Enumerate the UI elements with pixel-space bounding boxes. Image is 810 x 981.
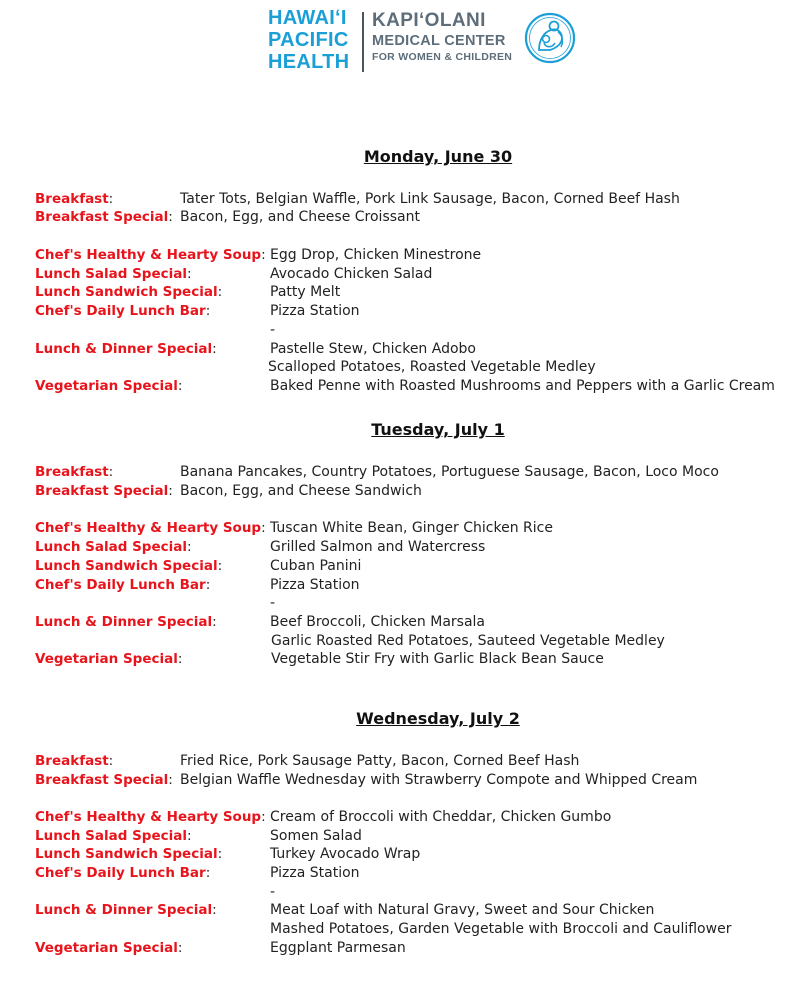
menu-label: Lunch & Dinner Special:	[35, 341, 217, 357]
menu-label: Lunch & Dinner Special:	[35, 614, 217, 630]
menu-row-sandwich	[0, 557, 810, 576]
menu-value: Cuban Panini	[270, 558, 362, 574]
page-header	[0, 0, 810, 80]
label-text: Vegetarian Special	[35, 651, 178, 667]
menu-label: Breakfast Special:	[35, 772, 173, 788]
menu-value: Somen Salad	[270, 828, 362, 844]
menu-label: Lunch Sandwich Special:	[35, 846, 223, 862]
label-text: Chef's Healthy & Hearty Soup	[35, 247, 262, 263]
label-text: Chef's Daily Lunch Bar	[35, 865, 206, 881]
menu-row-soup	[0, 519, 810, 538]
menu-label: Breakfast:	[35, 753, 114, 769]
menu-row-lunch-bar	[0, 576, 810, 595]
menu-value: Fried Rice, Pork Sausage Patty, Bacon, Corned Beef Hash	[180, 753, 580, 769]
menu-value: Avocado Chicken Salad	[270, 266, 433, 282]
menu-row-lunch-bar	[0, 302, 810, 321]
menu-label: Vegetarian Special:	[35, 940, 183, 956]
hph-logo-line: PACIFIC	[268, 29, 349, 51]
menu-row-lunch-dinner-line2	[0, 358, 810, 377]
menu-row-breakfast	[0, 463, 810, 482]
menu-label: Lunch Salad Special:	[35, 539, 192, 555]
menu-row-salad	[0, 265, 810, 284]
label-text: Vegetarian Special	[35, 940, 178, 956]
menu-value: Pizza Station	[270, 577, 360, 593]
menu-value: Bacon, Egg, and Cheese Sandwich	[180, 483, 422, 499]
label-text: Breakfast	[35, 191, 109, 207]
menu-value: Cream of Broccoli with Cheddar, Chicken Gumbo	[270, 809, 612, 825]
menu-label: Breakfast:	[35, 464, 114, 480]
menu-value: Garlic Roasted Red Potatoes, Sauteed Vegetable Medley	[271, 633, 665, 649]
label-text: Lunch Sandwich Special	[35, 284, 218, 300]
hawaii-pacific-health-logo	[268, 7, 349, 73]
menu-label: Chef's Healthy & Hearty Soup:	[35, 520, 266, 536]
menu-label: Breakfast Special:	[35, 209, 173, 225]
day-title-wednesday: Wednesday, July 2	[356, 709, 520, 728]
menu-row-breakfast	[0, 752, 810, 771]
menu-row-dash	[0, 883, 810, 902]
menu-value: Turkey Avocado Wrap	[270, 846, 421, 862]
label-text: Lunch Sandwich Special	[35, 558, 218, 574]
label-text: Chef's Healthy & Hearty Soup	[35, 809, 262, 825]
label-text: Lunch Salad Special	[35, 266, 187, 282]
menu-value: Pizza Station	[270, 865, 360, 881]
hph-logo-line: HAWAIʻI	[268, 7, 347, 29]
menu-label: Lunch Salad Special:	[35, 828, 192, 844]
menu-value: Tuscan White Bean, Ginger Chicken Rice	[270, 520, 553, 536]
label-text: Breakfast Special	[35, 209, 169, 225]
menu-label: Lunch Sandwich Special:	[35, 558, 223, 574]
menu-row-vegetarian	[0, 377, 810, 396]
mother-child-emblem-icon	[524, 12, 576, 64]
label-text: Lunch Salad Special	[35, 539, 187, 555]
dash-separator: -	[270, 322, 276, 338]
menu-row-breakfast-special	[0, 208, 810, 227]
kapiolani-logo-text	[372, 10, 512, 64]
label-text: Breakfast Special	[35, 483, 169, 499]
menu-value: Banana Pancakes, Country Potatoes, Portuguese Sausage, Bacon, Loco Moco	[180, 464, 719, 480]
menu-label: Chef's Daily Lunch Bar:	[35, 577, 211, 593]
menu-row-dash	[0, 321, 810, 340]
dash-separator: -	[270, 595, 276, 611]
menu-row-lunch-dinner	[0, 901, 810, 920]
menu-row-soup	[0, 246, 810, 265]
menu-row-breakfast-special	[0, 482, 810, 501]
menu-row-vegetarian	[0, 650, 810, 669]
menu-label: Breakfast:	[35, 191, 114, 207]
menu-value: Bacon, Egg, and Cheese Croissant	[180, 209, 420, 225]
menu-row-dash	[0, 594, 810, 613]
menu-value: Scalloped Potatoes, Roasted Vegetable Medley	[268, 359, 596, 375]
day-title-tuesday: Tuesday, July 1	[371, 420, 505, 439]
menu-label: Lunch Sandwich Special:	[35, 284, 223, 300]
label-text: Vegetarian Special	[35, 378, 178, 394]
menu-value: Tater Tots, Belgian Waffle, Pork Link Sausage, Bacon, Corned Beef Hash	[180, 191, 680, 207]
menu-row-vegetarian	[0, 939, 810, 958]
day-title-monday: Monday, June 30	[363, 147, 513, 166]
menu-label: Vegetarian Special:	[35, 651, 183, 667]
logo-divider	[362, 12, 364, 72]
menu-value: Pizza Station	[270, 303, 360, 319]
label-text: Chef's Daily Lunch Bar	[35, 303, 206, 319]
menu-row-sandwich	[0, 283, 810, 302]
menu-label: Chef's Healthy & Hearty Soup:	[35, 809, 266, 825]
menu-row-lunch-dinner-line2	[0, 920, 810, 939]
label-text: Lunch & Dinner Special	[35, 341, 213, 357]
label-text: Lunch Sandwich Special	[35, 846, 218, 862]
menu-value: Patty Melt	[270, 284, 341, 300]
kap-logo-line: KAPIʻOLANI	[372, 10, 486, 31]
menu-row-sandwich	[0, 845, 810, 864]
menu-label: Vegetarian Special:	[35, 378, 183, 394]
menu-value: Grilled Salmon and Watercress	[270, 539, 486, 555]
menu-label: Breakfast Special:	[35, 483, 173, 499]
label-text: Chef's Daily Lunch Bar	[35, 577, 206, 593]
menu-value: Beef Broccoli, Chicken Marsala	[270, 614, 486, 630]
menu-value: Egg Drop, Chicken Minestrone	[270, 247, 482, 263]
menu-row-lunch-dinner	[0, 613, 810, 632]
menu-row-lunch-bar	[0, 864, 810, 883]
menu-value: Eggplant Parmesan	[270, 940, 406, 956]
menu-label: Chef's Daily Lunch Bar:	[35, 865, 211, 881]
menu-label: Lunch & Dinner Special:	[35, 902, 217, 918]
label-text: Lunch & Dinner Special	[35, 902, 213, 918]
menu-label: Chef's Healthy & Hearty Soup:	[35, 247, 266, 263]
menu-row-salad	[0, 827, 810, 846]
menu-row-lunch-dinner-line2	[0, 632, 810, 651]
menu-row-lunch-dinner	[0, 340, 810, 359]
label-text: Lunch Salad Special	[35, 828, 187, 844]
menu-row-salad	[0, 538, 810, 557]
menu-value: Pastelle Stew, Chicken Adobo	[270, 341, 476, 357]
kap-logo-line: MEDICAL CENTER	[372, 33, 506, 49]
dash-separator: -	[270, 884, 276, 900]
label-text: Lunch & Dinner Special	[35, 614, 213, 630]
menu-value: Belgian Waffle Wednesday with Strawberry Compote and Whipped Cream	[180, 772, 698, 788]
menu-row-breakfast	[0, 190, 810, 209]
menu-row-soup	[0, 808, 810, 827]
menu-value: Vegetable Stir Fry with Garlic Black Bean Sauce	[271, 651, 604, 667]
menu-value: Baked Penne with Roasted Mushrooms and Peppers with a Garlic Cream	[270, 378, 775, 394]
label-text: Breakfast	[35, 464, 109, 480]
label-text: Breakfast	[35, 753, 109, 769]
menu-row-breakfast-special	[0, 771, 810, 790]
menu-label: Chef's Daily Lunch Bar:	[35, 303, 211, 319]
label-text: Breakfast Special	[35, 772, 169, 788]
hph-logo-line: HEALTH	[268, 51, 350, 73]
label-text: Chef's Healthy & Hearty Soup	[35, 520, 262, 536]
menu-value: Mashed Potatoes, Garden Vegetable with Broccoli and Cauliflower	[270, 921, 732, 937]
menu-label: Lunch Salad Special:	[35, 266, 192, 282]
kap-logo-line: FOR WOMEN & CHILDREN	[372, 51, 513, 63]
menu-value: Meat Loaf with Natural Gravy, Sweet and Sour Chicken	[270, 902, 655, 918]
